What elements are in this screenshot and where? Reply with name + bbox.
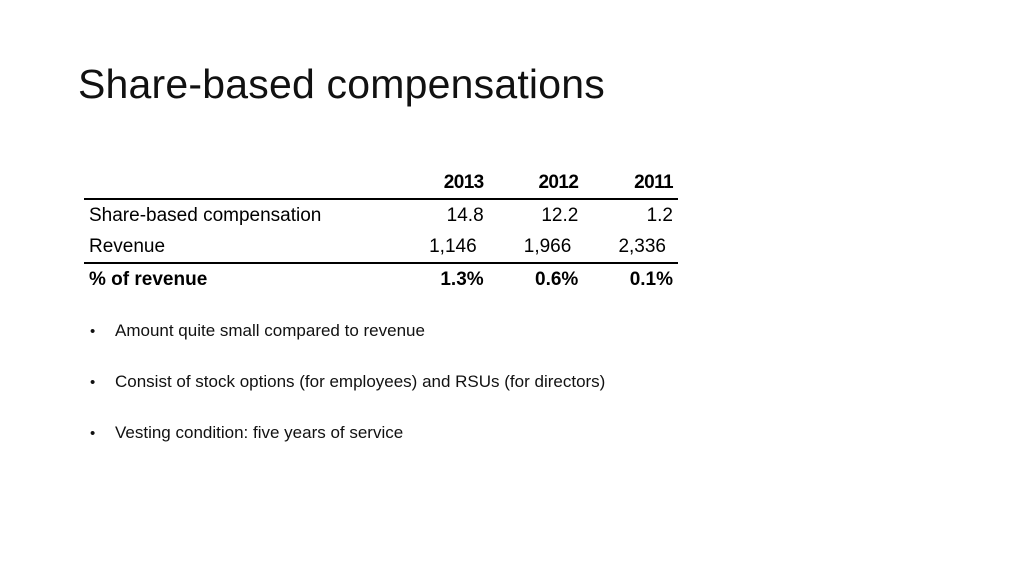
- cell-value: 2,336: [618, 235, 666, 257]
- bullet-marker: •: [90, 425, 96, 442]
- list-item: [90, 321, 605, 372]
- bullet-text: Amount quite small compared to revenue: [115, 321, 425, 340]
- header-label-cell: [84, 168, 394, 199]
- table-row: [84, 231, 678, 263]
- table-header-row: [84, 168, 678, 199]
- cell-value: 1,146: [429, 235, 477, 257]
- table-row: [84, 199, 678, 231]
- row-label: Revenue: [89, 235, 166, 257]
- list-item: [90, 372, 605, 423]
- compensation-table: [84, 168, 678, 295]
- cell-value: 0.1%: [583, 263, 678, 295]
- header-year-2013: 2013: [394, 168, 489, 199]
- bullet-text: Consist of stock options (for employees) and RSUs (for directors): [115, 372, 606, 391]
- cell-value: 1,966: [523, 235, 572, 257]
- bullet-text: Vesting condition: five years of service: [115, 423, 404, 442]
- cell-value: 14.8: [446, 204, 484, 226]
- row-label: % of revenue: [84, 263, 394, 295]
- cell-value: 1.3%: [394, 263, 489, 295]
- header-year-2011: 2011: [583, 168, 678, 199]
- bullet-marker: •: [90, 323, 96, 340]
- list-item: [90, 423, 605, 474]
- bullet-marker: •: [90, 374, 96, 391]
- cell-value: 0.6%: [489, 263, 584, 295]
- slide-title: Share-based compensations: [78, 61, 605, 107]
- header-year-2012: 2012: [489, 168, 584, 199]
- cell-value: 12.2: [541, 204, 579, 226]
- cell-value: 1.2: [646, 204, 673, 226]
- row-label: Share-based compensation: [89, 204, 322, 226]
- bullet-list: [90, 321, 605, 474]
- table-row-total: [84, 263, 678, 295]
